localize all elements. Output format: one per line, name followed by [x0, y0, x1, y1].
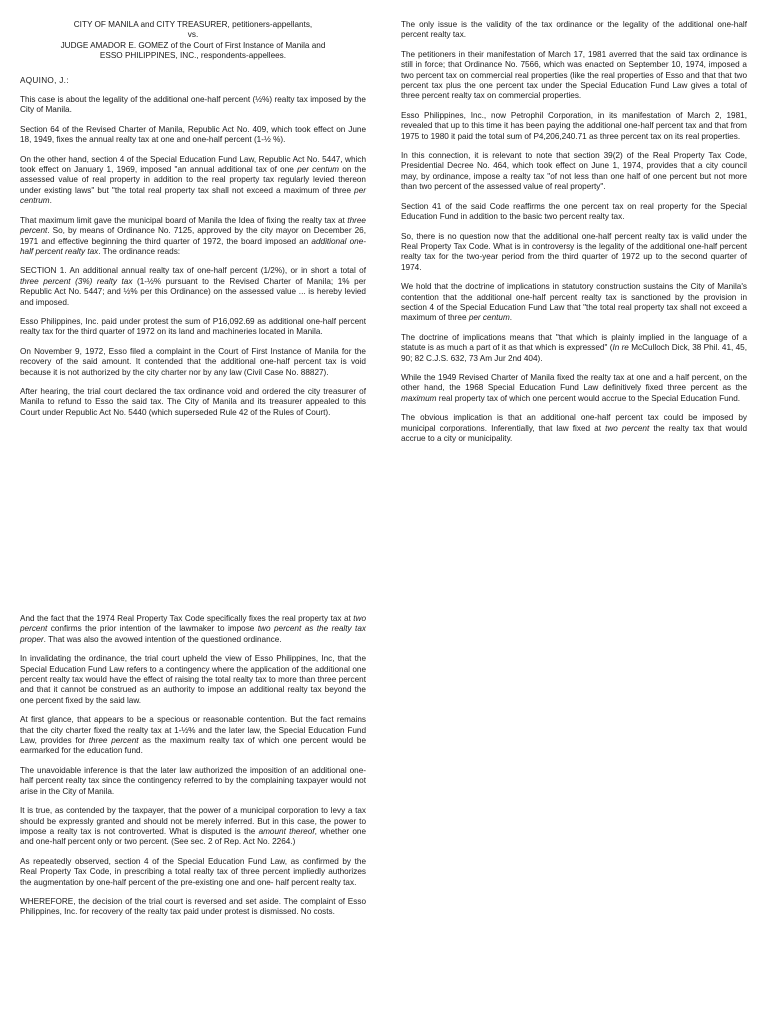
left-column [20, 20, 366, 427]
text-run: as the maximum realty tax of which one percent would be earmarked for the education fund. [20, 736, 367, 756]
paragraph: As repeatedly observed, section 4 of the Special Education Fund Law, as confirmed by the Real Property Tax Code, in prescribing a total realty tax of three percent impliedly authorizes the augmentation by one-half percent of the pre-existing one and one- half percent realty tax. [20, 856, 366, 887]
text-run: the realty tax that would accrue to a city or municipality. [401, 423, 748, 443]
caption-respondents-2: ESSO PHILIPPINES, INC., respondents-appellees. [99, 51, 287, 61]
text-run: The obvious implication is that an additional one-half percent tax could be imposed by municipal corporations. Inferentially, that law fixed at [401, 413, 747, 433]
text-run: . [509, 313, 513, 323]
text-run: . So, by means of Ordinance No. 7125, approved by the city mayor on December 26, 1971 and effective beginning the third quarter of 1972, the board imposed an [20, 226, 366, 246]
italic-run: three percent [88, 736, 139, 746]
bottom-column [20, 614, 366, 927]
text-run: . [49, 196, 52, 206]
paragraph: Esso Philippines, Inc., now Petrophil Corporation, in its manifestation of March 2, 1981, revealed that up to this time it has been paying the additional one-half percent tax and that from 1975 to 1980 it paid the total sum of P4,206,240.71 as three percent tax on its real properties. [401, 110, 747, 141]
paragraph [20, 216, 366, 258]
italic-run: two percent as the realty tax proper [20, 624, 366, 644]
italic-run: three percent (3%) realty tax [20, 276, 133, 286]
text-run: And the fact that the 1974 Real Property Tax Code specifically fixes the real property tax at [20, 614, 351, 623]
ponente: AQUINO, J.: [20, 75, 69, 85]
paragraph: The only issue is the validity of the tax ordinance or the legality of the additional one-half percent realty tax. [401, 20, 747, 40]
paragraph: In invalidating the ordinance, the trial court upheld the view of Esso Philippines, Inc, that the Special Education Fund Law refers to a contingency where the application of the additional one percent realty tax would have the effect of raising the total realty tax to more than three percent and that it cannot be construed as an authority to impose an additional realty tax beyond the one percent fixed by the said law. [20, 654, 366, 705]
italic-run: two percent [20, 614, 366, 634]
italic-run: three percent [20, 215, 366, 236]
text-run: confirms the prior intention of the lawmaker to impose [50, 624, 255, 634]
text-run: At first glance, that appears to be a specious or reasonable contention. But the fact remains that the city charter fixed the realty tax at 1-½% and the later law, the Special Education Fund Law, provides for [20, 715, 366, 746]
paragraph [401, 333, 747, 364]
paragraph [20, 715, 366, 757]
paragraph: In this connection, it is relevant to note that section 39(2) of the Real Property Tax Code, Presidential Decree No. 464, which took effect on June 1, 1974, provides that a city council may, by ordinance, impose a realty tax "of not less than one half of one percent but not more than two percent of the assessed value of real property". [401, 151, 747, 192]
paragraph [20, 806, 366, 848]
text-run: . That was also the avowed intention of the questioned ordinance. [43, 634, 282, 644]
text-run: It is true, as contended by the taxpayer, that the power of a municipal corporation to levy a tax should be expressly granted and should not be merely inferred. But in this case, the power to impose a realty tax is not controverted. What is disputed is the [20, 806, 366, 836]
ordinance-quote [20, 266, 366, 308]
paragraph: Esso Philippines, Inc. paid under protest the sum of P16,092.69 as additional one-half percent realty tax for the third quarter of 1972 on its land and machineries located in Manila. [20, 316, 366, 337]
text-run: The doctrine of implications means that "that which is plainly implied in the language of a statute is as much a part of it as that which is expressed" ( [401, 332, 747, 353]
text-run: That maximum limit gave the municipal board of Manila the Idea of fixing the realty tax at [20, 215, 345, 225]
right-column [401, 20, 747, 453]
case-caption [20, 20, 366, 62]
italic-run: two percent [605, 423, 650, 433]
text-run: On the other hand, section 4 of the Special Education Fund Law, Republic Act No. 5447, which took effect on January 1, 1969, imposed "an annual additional tax of one [20, 154, 366, 175]
paragraph [20, 614, 366, 645]
paragraph [401, 413, 747, 444]
italic-run: maximum [401, 393, 437, 403]
paragraph: WHEREFORE, the decision of the trial court is reversed and set aside. The complaint of Esso Philippines, Inc. for recovery of the realty tax paid under protest is dismissed. No costs. [20, 896, 366, 917]
paragraph [20, 155, 366, 207]
italic-run: per centum [468, 313, 510, 323]
text-run: While the 1949 Revised Charter of Manila fixed the realty tax at one and a half percent, on the other hand, the 1968 Special Education Fund Law definitively fixed three percent as the [401, 372, 747, 393]
italic-run: per centrum [20, 185, 367, 206]
paragraph: After hearing, the trial court declared the tax ordinance void and ordered the city treasurer of Manila to refund to Esso the said tax. The City of Manila and its treasurer appealed to this Court under Republic Act No. 5440 (which superseded Rule 42 of the Rules of Court). [20, 386, 366, 417]
paragraph: On November 9, 1972, Esso filed a complaint in the Court of First Instance of Manila for the recovery of the said amount. It contended that the additional one-half percent tax is void because it is not authorized by the city charter nor by any law (Civil Case No. 88827). [20, 346, 366, 377]
caption-vs: vs. [187, 30, 199, 40]
caption-petitioners: CITY OF MANILA and CITY TREASURER, petitioners-appellants, [73, 20, 313, 29]
text-run: McCulloch Dick, 38 Phil. 41, 45, 90; 82 C.J.S. 632, 73 Am Jur 2nd 404). [401, 343, 748, 363]
text-run: on the assessed value of real property in addition to the real property tax regularly levied thereon under existing laws" but "the total real property tax shall not exceed a maximum of three [20, 165, 366, 195]
paragraph [401, 282, 747, 324]
paragraph: The petitioners in their manifestation of March 17, 1981 averred that the said tax ordinance is still in force; that Ordinance No. 7566, which was enacted on September 10, 1974, imposed a two percent tax on commercial real properties (like the real properties of Esso and that that two percent tax plus the one percent tax under the Special Education Fund Law gives a total of three percent realty tax on commercial properties. [401, 49, 747, 101]
text-run: SECTION 1. An additional annual realty tax of one-half percent (1/2%), or in short a total of [20, 266, 366, 276]
italic-run: amount thereof [258, 826, 315, 836]
paragraph [401, 373, 747, 404]
italic-run: per centum [297, 165, 340, 175]
paragraph: This case is about the legality of the additional one-half percent (½%) realty tax imposed by the City of Manila. [20, 95, 366, 115]
text-run: , whether one and one-half percent only or two percent. (See sec. 2 of Rep. Act No. 2264.) [20, 826, 367, 847]
text-run: (1-½% pursuant to the Revised Charter of Manila; 1% per Republic Act No. 5447; and ½% per this Ordinance) on the assessed value ... is hereby levied and imposed. [20, 276, 366, 307]
paragraph: Section 41 of the said Code reaffirms the one percent tax on real property for the Special Education Fund in addition to the basic two percent realty tax. [401, 201, 747, 222]
text-run: . The ordinance reads: [98, 246, 181, 256]
text-run: real property tax of which one percent would accrue to the Special Education Fund. [438, 393, 741, 403]
paragraph: Section 64 of the Revised Charter of Manila, Republic Act No. 409, which took effect on June 18, 1949, fixes the annual realty tax at one and one-half percent (1-½ %). [20, 124, 366, 145]
italic-run: In re [612, 343, 629, 353]
italic-run: additional one-half percent realty tax [20, 236, 366, 256]
paragraph: The unavoidable inference is that the later law authorized the imposition of an additional one-half percent realty tax since the contingency referred to by the complaining taxpayer would not arise in the City of Manila. [20, 765, 366, 796]
paragraph: So, there is no question now that the additional one-half percent realty tax is valid under the Real Property Tax Code. What is in controversy is the legality of the additional one-half percent realty tax for the two-year period from the third quarter of 1972 up to the second quarter of 1974. [401, 231, 747, 272]
text-run: We hold that the doctrine of implications in statutory construction sustains the City of Manila's contention that the additional one-half percent realty tax is sanctioned by the provision in section 4 of the Special Education Fund Law that "the total real property tax shall not exceed a maximum of three [401, 282, 747, 323]
caption-respondents-1: JUDGE AMADOR E. GOMEZ of the Court of First Instance of Manila and [60, 40, 326, 50]
